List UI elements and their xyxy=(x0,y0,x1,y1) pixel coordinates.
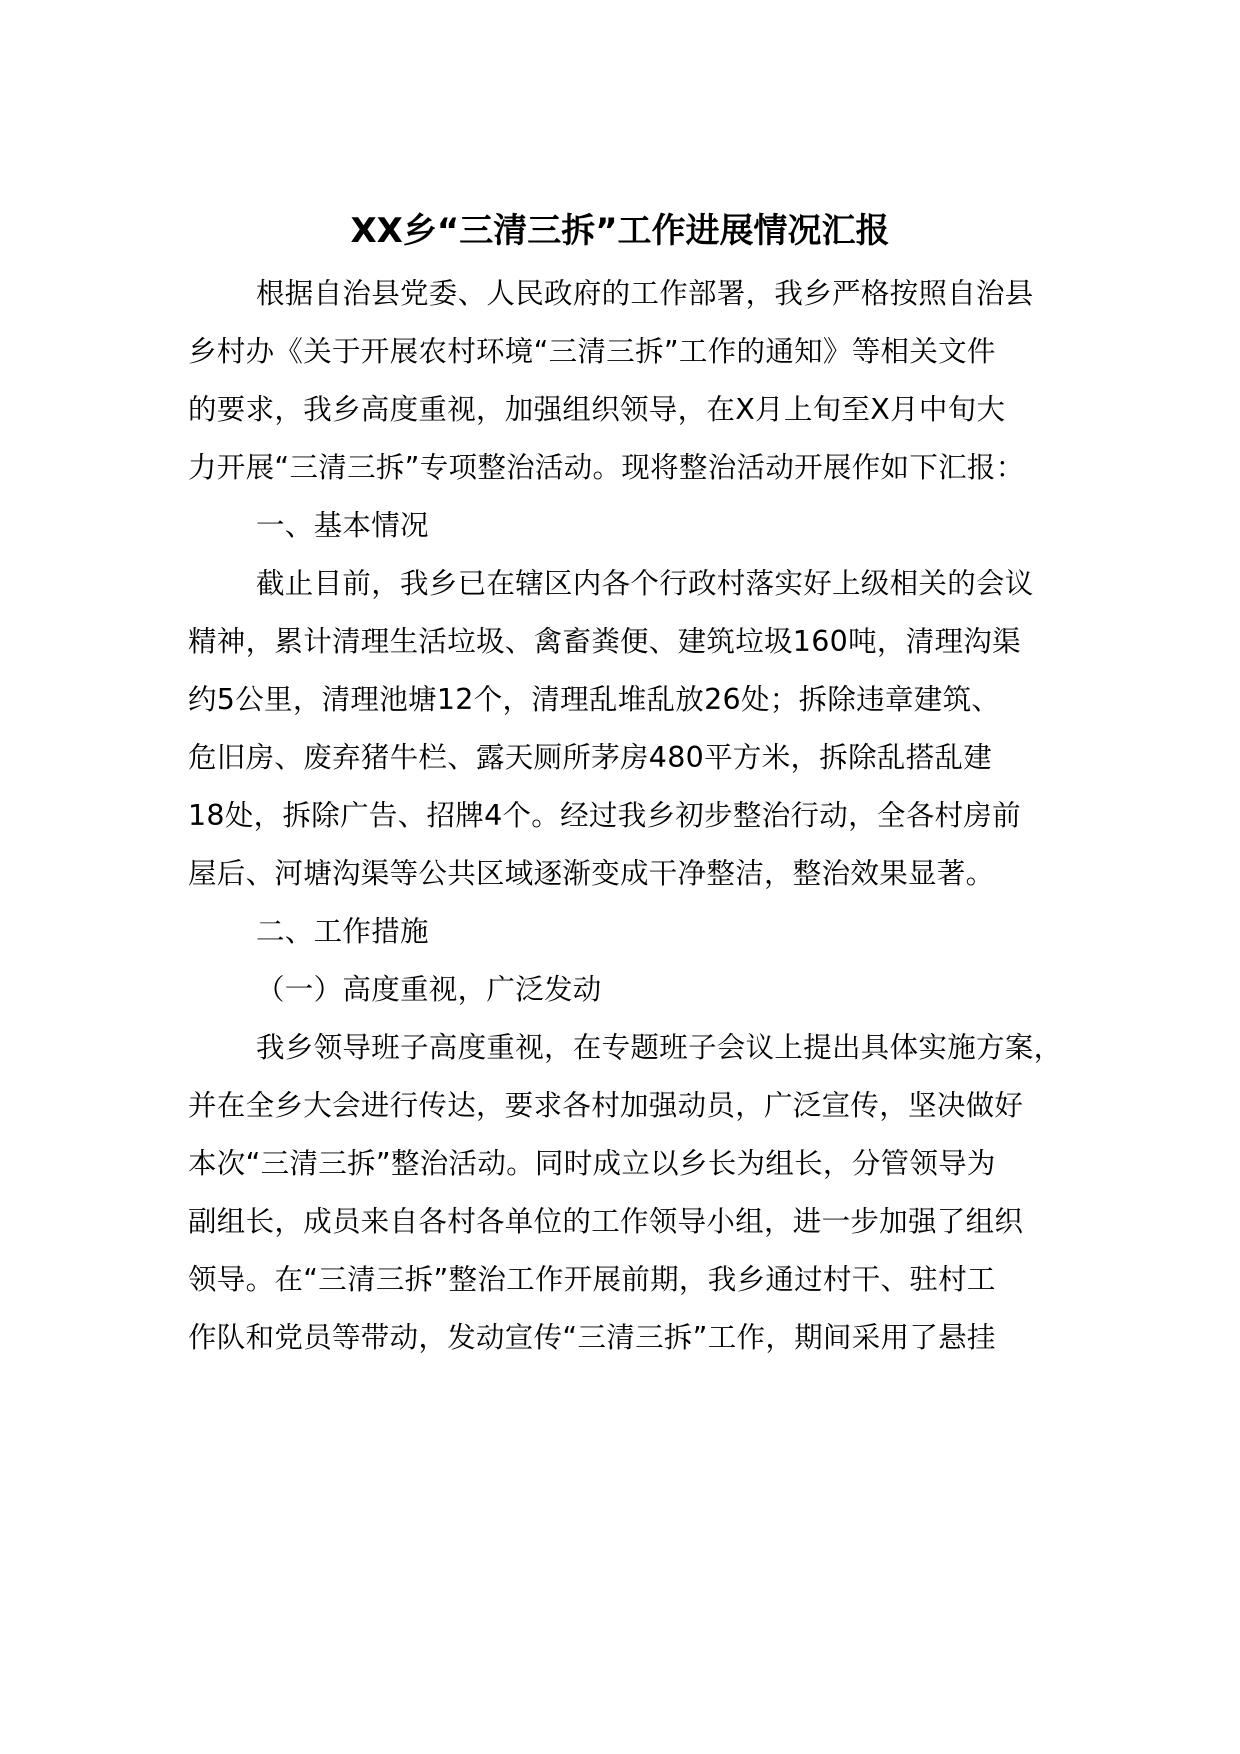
paragraph-line: 并在全乡大会进行传达，要求各村加强动员，广泛宣传，坚决做好 xyxy=(188,1089,1024,1122)
paragraph-line: 我乡领导班子高度重视，在专题班子会议上提出具体实施方案， xyxy=(256,1031,1063,1064)
paragraph-line: 力开展“三清三拆”专项整治活动。现将整治活动开展作如下汇报： xyxy=(188,451,1025,484)
paragraph-line: 领导。在“三清三拆”整治工作开展前期，我乡通过村干、驻村工 xyxy=(188,1263,996,1296)
document-title: XX乡“三清三拆”工作进展情况汇报 xyxy=(350,211,890,251)
paragraph-line: 18处，拆除广告、招牌4个。经过我乡初步整治行动，全各村房前 xyxy=(188,799,1021,832)
paragraph-line: 根据自治县党委、人民政府的工作部署，我乡严格按照自治县 xyxy=(256,277,1034,310)
paragraph-line: 的要求，我乡高度重视，加强组织领导，在X月上旬至X月中旬大 xyxy=(188,393,1006,426)
paragraph-line: 本次“三清三拆”整治活动。同时成立以乡长为组长，分管领导为 xyxy=(188,1147,996,1180)
paragraph-line: 作队和党员等带动，发动宣传“三清三拆”工作，期间采用了悬挂 xyxy=(188,1321,996,1354)
paragraph-line: 屋后、河塘沟渠等公共区域逐渐变成干净整洁，整治效果显著。 xyxy=(188,857,995,890)
paragraph-line: 危旧房、废弃猪牛栏、露天厕所茅房480平方米，拆除乱搭乱建 xyxy=(188,741,993,774)
paragraph-line: 截止目前，我乡已在辖区内各个行政村落实好上级相关的会议 xyxy=(256,567,1034,600)
section-heading: 一、基本情况 xyxy=(256,509,429,542)
section-heading: 二、工作措施 xyxy=(256,915,429,948)
paragraph-line: 精神，累计清理生活垃圾、禽畜粪便、建筑垃圾160吨，清理沟渠 xyxy=(188,625,1021,658)
paragraph-line: 约5公里，清理池塘12个，清理乱堆乱放26处；拆除违章建筑、 xyxy=(188,683,1001,716)
paragraph-line: 副组长，成员来自各村各单位的工作领导小组，进一步加强了组织 xyxy=(188,1205,1024,1238)
subsection-heading: （一）高度重视，广泛发动 xyxy=(256,973,602,1006)
paragraph-line: 乡村办《关于开展农村环境“三清三拆”工作的通知》等相关文件 xyxy=(188,335,996,368)
